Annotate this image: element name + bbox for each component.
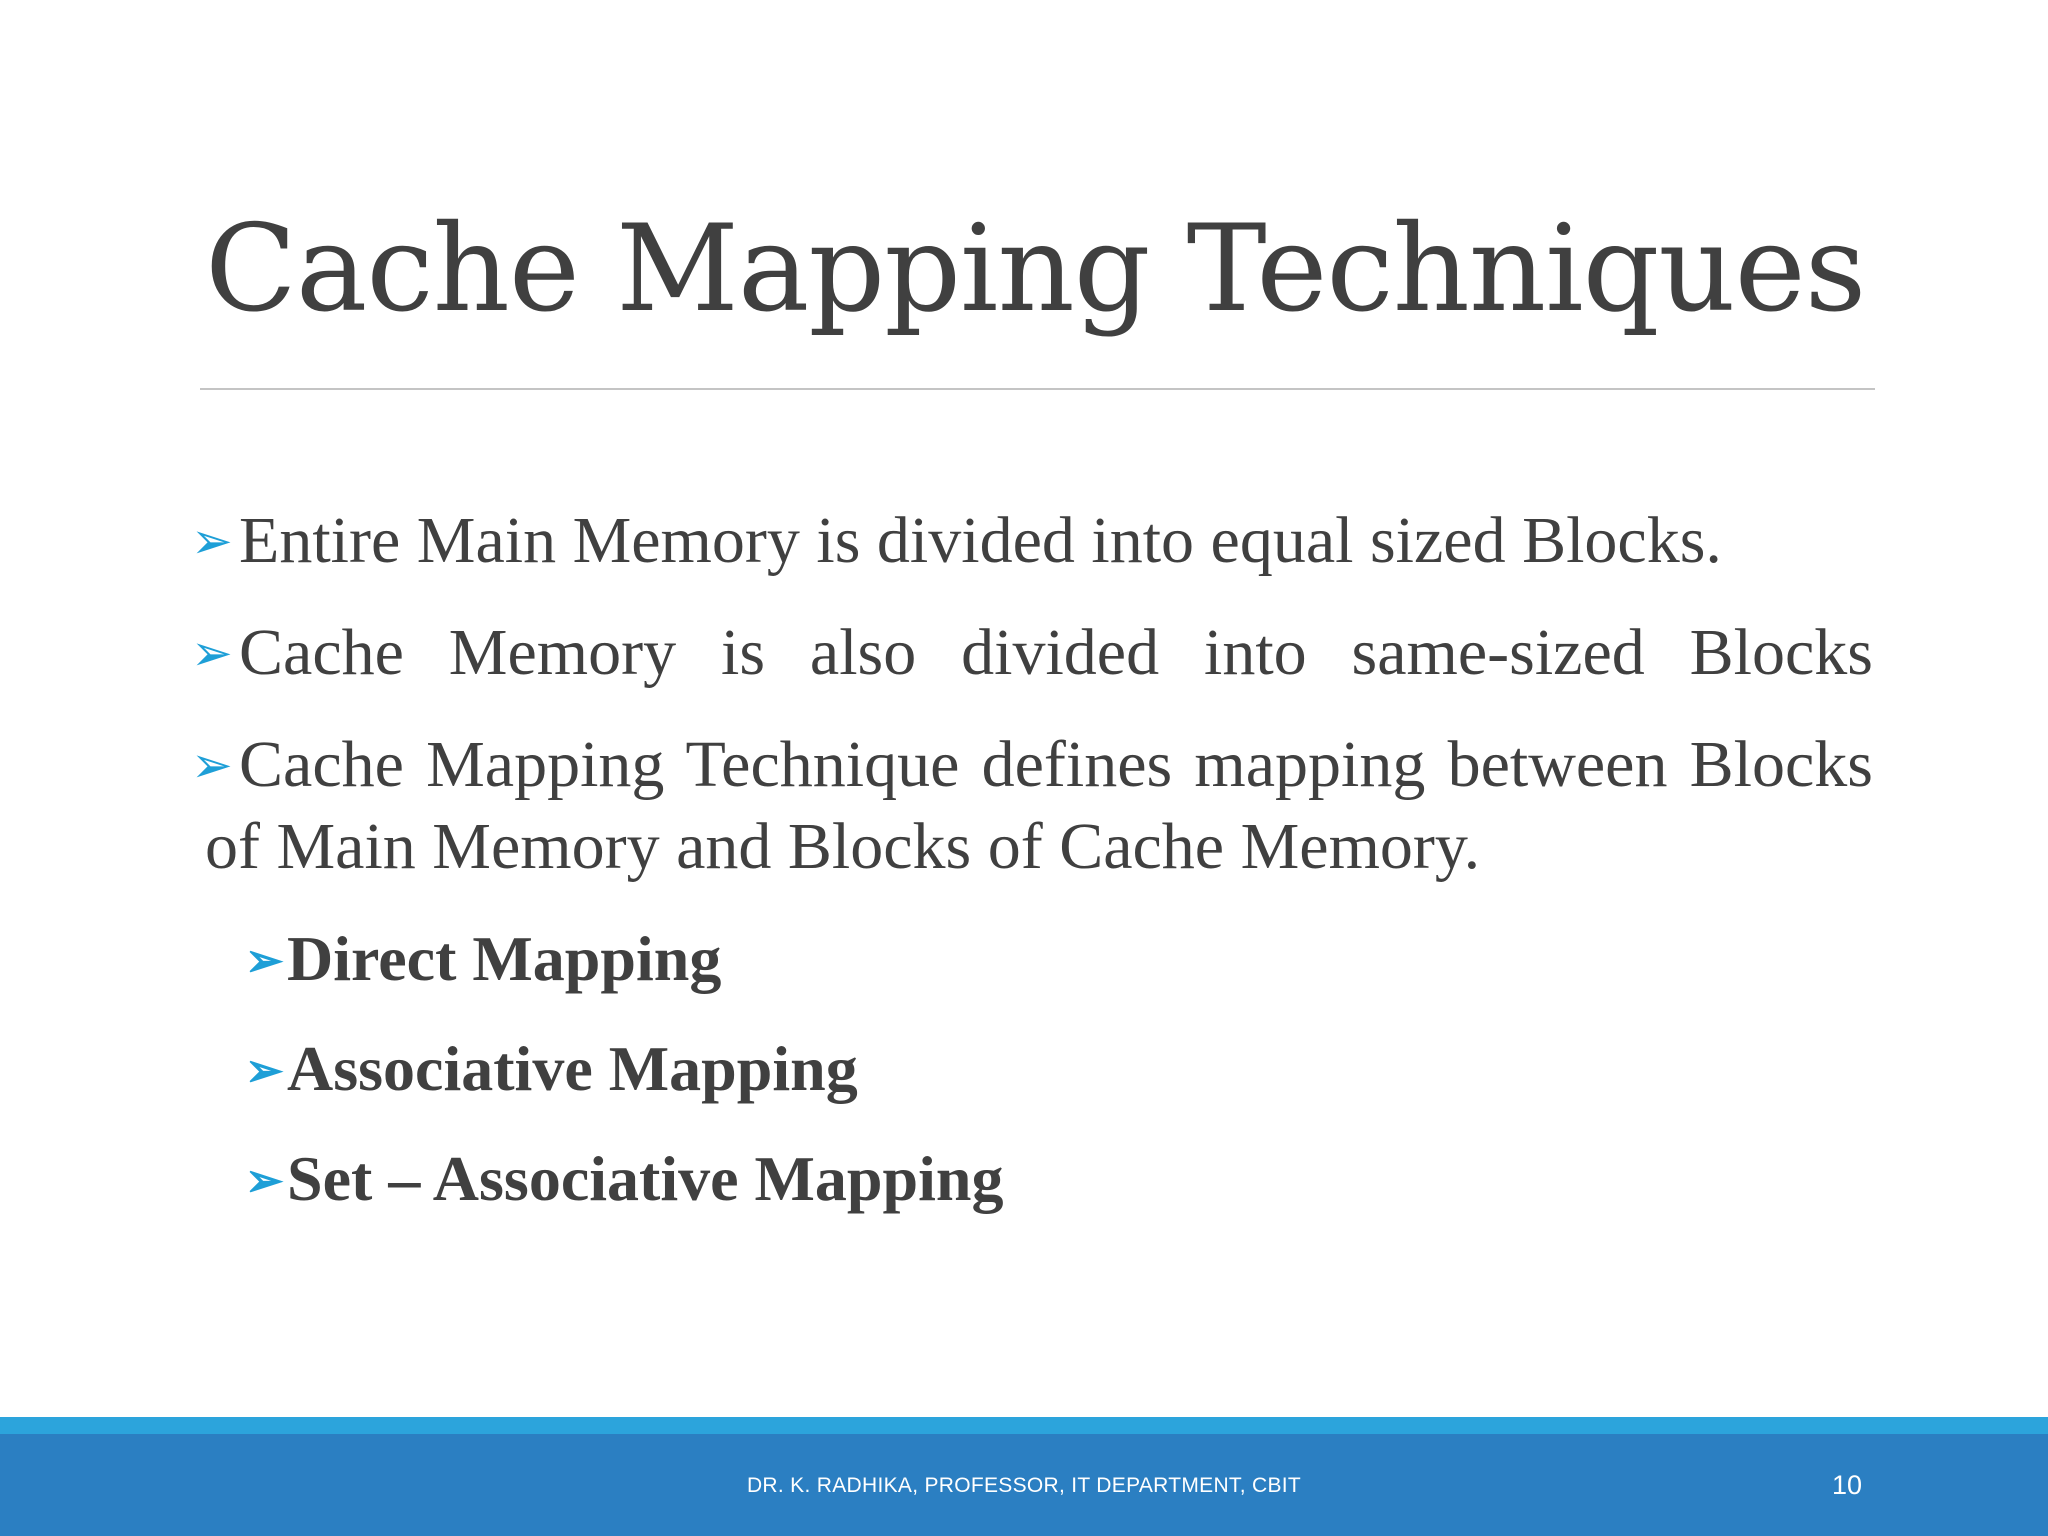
slide-content (191, 500, 1873, 1248)
arrow-bullet-icon: ➢ (191, 625, 233, 681)
sub-bullet-item (245, 918, 1873, 1000)
arrow-bullet-icon: ➢ (245, 935, 284, 986)
sub-bullet-item (245, 1138, 1873, 1220)
arrow-bullet-icon: ➢ (191, 513, 233, 569)
title-divider (200, 388, 1875, 390)
arrow-bullet-icon: ➢ (245, 1155, 284, 1206)
bullet-text: Cache Mapping Technique defines mapping between Blocks of Main Memory and Blocks of Cache Memory. (205, 728, 1873, 883)
page-number: 10 (1831, 1470, 1862, 1500)
bullet-item (191, 612, 1873, 694)
footer-accent-stripe (0, 1417, 2048, 1434)
bullet-item (191, 724, 1873, 888)
sub-bullet-text: Set – Associative Mapping (287, 1143, 1004, 1214)
arrow-bullet-icon: ➢ (245, 1045, 284, 1096)
sub-bullet-text: Direct Mapping (287, 923, 722, 994)
slide-title: Cache Mapping Techniques (205, 200, 1866, 339)
sub-bullet-item (245, 1028, 1873, 1110)
sub-bullet-text: Associative Mapping (287, 1033, 858, 1104)
bullet-item (191, 500, 1873, 582)
bullet-text: Entire Main Memory is divided into equal sized Blocks. (239, 504, 1722, 577)
bullet-text: Cache Memory is also divided into same-sized Blocks (239, 616, 1873, 689)
footer-author-text: DR. K. RADHIKA, PROFESSOR, IT DEPARTMENT, CBIT (746, 1474, 1302, 1497)
arrow-bullet-icon: ➢ (191, 737, 233, 793)
